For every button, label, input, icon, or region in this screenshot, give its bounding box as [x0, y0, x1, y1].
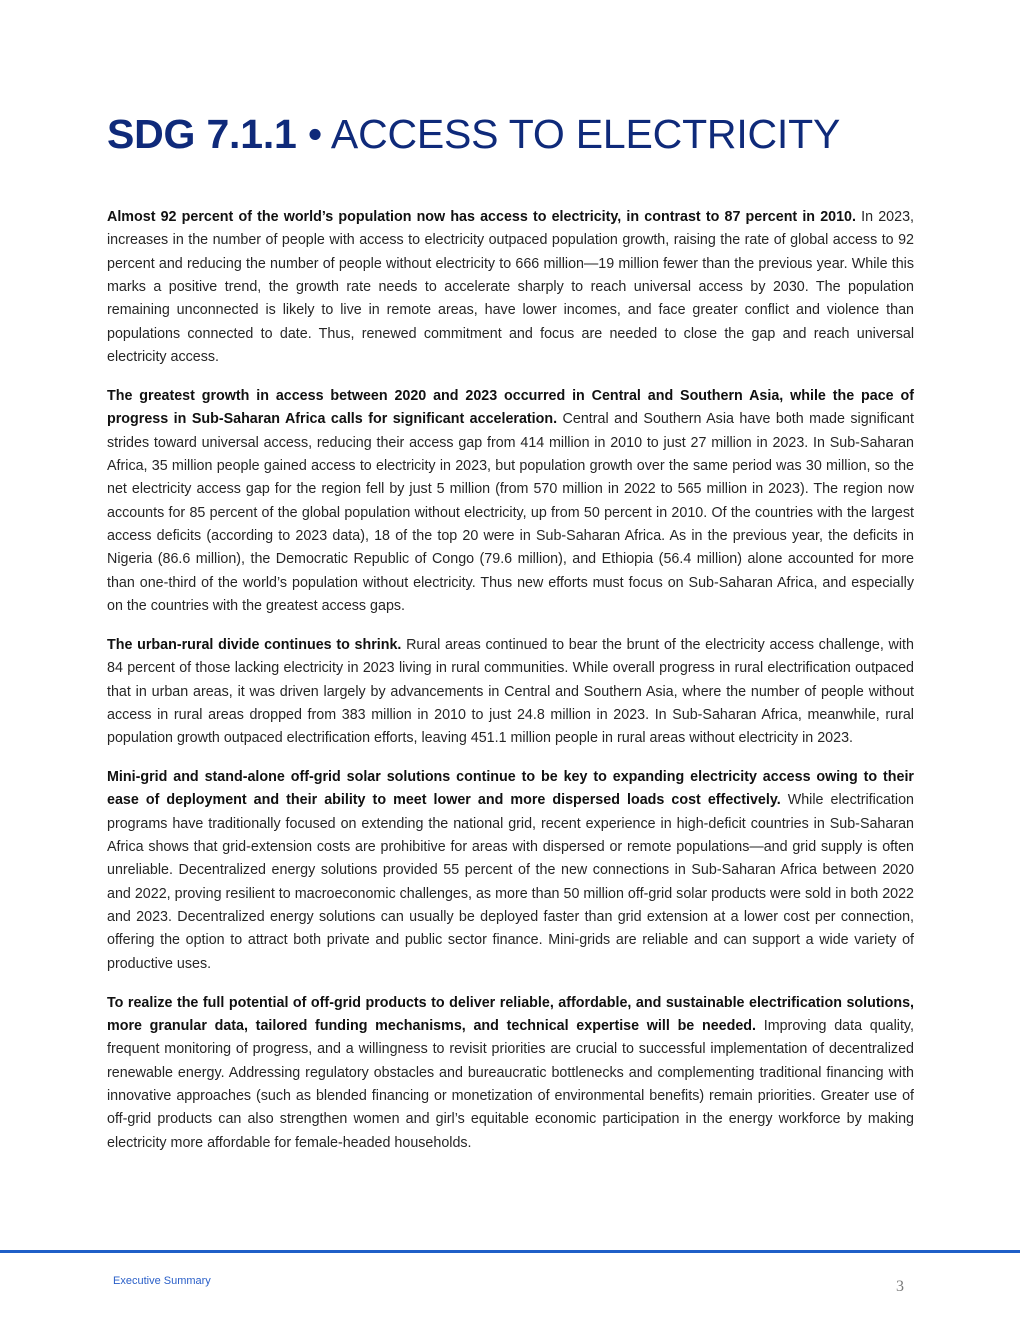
title-text: ACCESS TO ELECTRICITY [330, 111, 841, 157]
paragraph-lead: The urban-rural divide continues to shrink. [107, 636, 402, 653]
paragraph [107, 385, 914, 618]
paragraph [107, 992, 914, 1155]
paragraph-body: Central and Southern Asia have both made significant strides toward universal access, reducing their access gap from 414 million in 2010 to just 27 million in 2023. In Sub-Saharan Africa, 35 million people gained access to electricity in 2023, but population growth over the same period was 30 million, so the net electricity access gap for the region fell by just 5 million (from 570 million in 2022 to 565 million in 2023). The region now accounts for 85 percent of the global population without electricity, up from 50 percent in 2010. Of the countries with the largest access deficits (according to 2023 data), 18 of the top 20 were in Sub-Saharan Africa. As in the previous year, the deficits in Nigeria (86.6 million), the Democratic Republic of Congo (79.6 million), and Ethiopia (56.4 million) alone accounted for more than one-third of the world’s population without electricity. Thus new efforts must focus on Sub-Saharan Africa, and especially on the countries with the greatest access gaps. [107, 411, 914, 614]
title-separator: • [296, 111, 331, 157]
paragraph-lead: Almost 92 percent of the world’s population now has access to electricity, in contrast to 87 percent in 2010. [107, 209, 856, 225]
paragraph-body: Improving data quality, frequent monitoring of progress, and a willingness to revisit priorities are crucial to successful implementation of decentralized renewable energy. Addressing regulatory obstacles and bureaucratic bottlenecks and complementing traditional financing with innovative approaches (such as blended financing or monetization of environmental benefits) remain priorities. Greater use of off-grid products can also strengthen women and girl’s equitable economic participation in the energy workforce by making electricity more affordable for female-headed households. [107, 1018, 914, 1151]
footer-divider [0, 1250, 1020, 1253]
title-code: SDG 7.1.1 [107, 111, 297, 157]
paragraph-lead: To realize the full potential of off-grid products to deliver reliable, affordable, and sustainable electrification solutions, more granular data, tailored funding mechanisms, and technical expertise will be needed. [107, 994, 914, 1034]
page-title [107, 108, 840, 160]
paragraph [107, 634, 914, 751]
body-text [107, 206, 914, 1171]
paragraph [107, 766, 914, 976]
paragraph-body: In 2023, increases in the number of people with access to electricity outpaced population growth, raising the rate of global access to 92 percent and reducing the number of people without electricity to 666 million—19 million fewer than the previous year. While this marks a positive trend, the growth rate needs to accelerate sharply to reach universal access by 2030. The population remaining unconnected is likely to live in remote areas, have lower incomes, and face greater conflict and violence than populations connected to date. Thus, renewed commitment and focus are needed to close the gap and reach universal electricity access. [107, 209, 914, 366]
paragraph-lead: Mini-grid and stand-alone off-grid solar solutions continue to be key to expanding electricity access owing to their ease of deployment and their ability to meet lower and more dispersed loads cost effectively. [107, 769, 914, 809]
paragraph-body: While electrification programs have traditionally focused on extending the national grid, recent experience in high-deficit countries in Sub-Saharan Africa shows that grid-extension costs are prohibitive for areas with dispersed or remote populations—and grid supply is often unreliable. Decentralized energy solutions provided 55 percent of the new connections in Sub-Saharan Africa between 2020 and 2022, proving resilient to macroeconomic challenges, as more than 50 million off-grid solar products were sold in both 2022 and 2023. Decentralized energy solutions can usually be deployed faster than grid extension at a lower cost per connection, offering the option to attract both private and public sector finance. Mini-grids are reliable and can support a wide variety of productive uses. [107, 792, 914, 972]
paragraph-body: Rural areas continued to bear the brunt of the electricity access challenge, with 84 percent of those lacking electricity in 2023 living in rural communities. While overall progress in rural electrification outpaced that in urban areas, it was driven largely by advancements in Central and Southern Asia, where the number of people without access in rural areas dropped from 383 million in 2010 to just 24.8 million in 2023. In Sub-Saharan Africa, meanwhile, rural population growth outpaced electrification efforts, leaving 451.1 million people in rural areas without electricity in 2023. [107, 636, 914, 747]
paragraph [107, 206, 914, 369]
page-number: 3 [896, 1278, 904, 1295]
paragraph-lead: The greatest growth in access between 2020 and 2023 occurred in Central and Southern Asia, while the pace of progress in Sub-Saharan Africa calls for significant acceleration. [107, 387, 914, 428]
footer-section-label: Executive Summary [113, 1275, 211, 1287]
